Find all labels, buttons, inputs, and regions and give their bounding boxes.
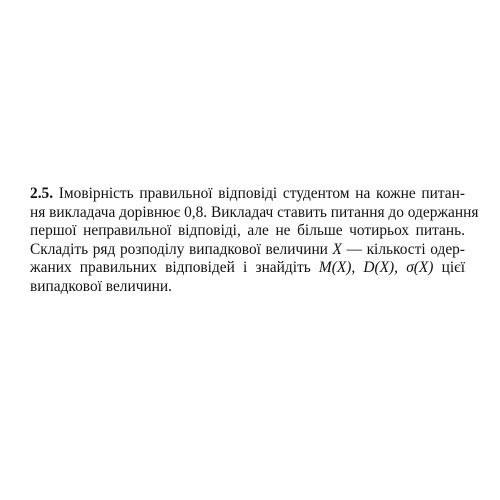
problem-line-4: Складіть ряд розподілу випадкової величини X — кількості одер-: [30, 240, 465, 258]
problem-line-3: першої неправильної відповіді, але не більше чотирьох питань.: [30, 222, 465, 239]
problem-line-6: випадкової величини.: [30, 277, 172, 295]
problem-line-5: жаних правильних відповідей і знайдіть M(X), D(X), σ(X) цієї: [30, 259, 466, 276]
statistics-formula: M(X), D(X), σ(X): [318, 259, 434, 276]
problem-number: 2.5.: [30, 185, 54, 202]
problem-line-1: 2.5. Імовірність правильної відповіді студентом на кожне питан-: [30, 185, 465, 202]
problem-text: [30, 185, 479, 296]
problem-line-2: ня викладача дорівнює 0,8. Викладач ставить питання до одержання: [30, 203, 479, 221]
random-variable: X: [332, 240, 342, 258]
